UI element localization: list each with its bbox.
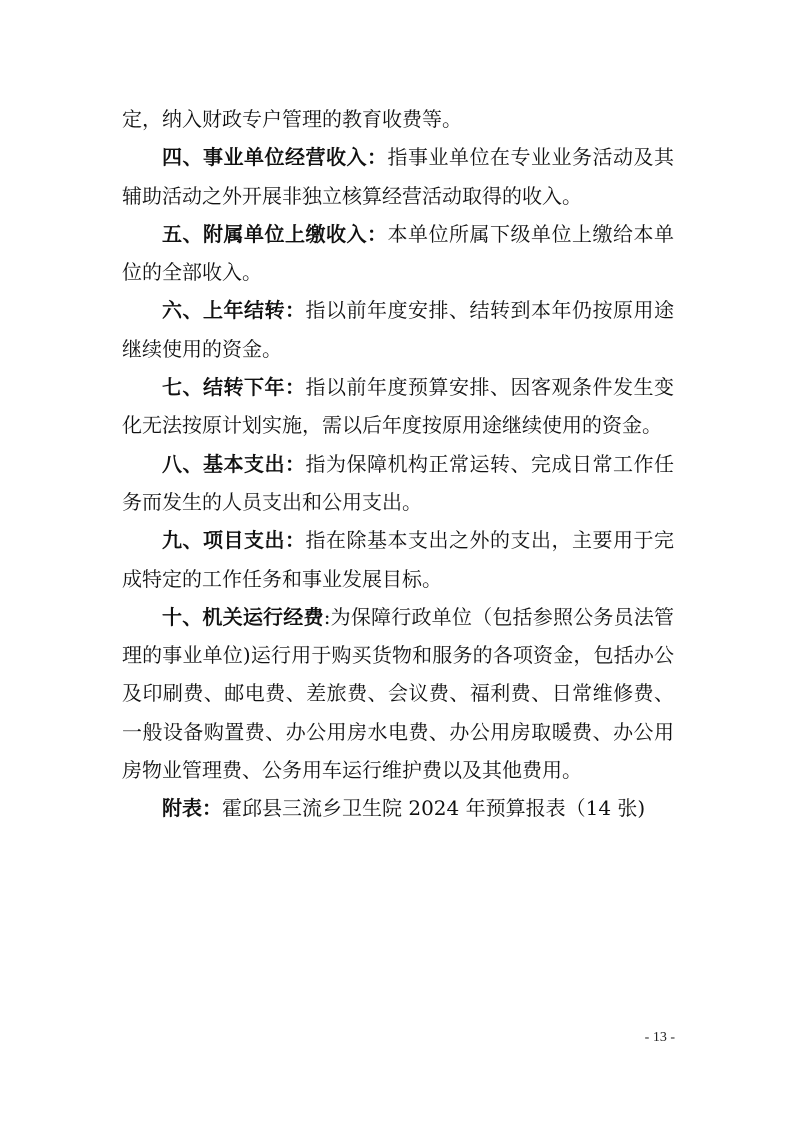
paragraph-text: 定，纳入财政专户管理的教育收费等。 [122, 107, 462, 131]
definition-term: 十、机关运行经费 [162, 604, 324, 629]
definition-text: 指以前年度安排、结转到本年仍按原用途继续使用的资金。 [122, 298, 674, 361]
definition-project-expenditure [122, 521, 674, 598]
definition-term: 五、附属单位上缴收入： [162, 221, 388, 246]
definition-subsidiary-income [122, 215, 674, 292]
definition-text: 本单位所属下级单位上缴给本单位的全部收入。 [122, 221, 674, 285]
definition-text: 指在除基本支出之外的支出，主要用于完成特定的工作任务和事业发展目标。 [122, 528, 674, 591]
definition-next-year-carryover [122, 368, 674, 445]
definition-term: 八、基本支出： [162, 451, 306, 476]
definition-text: 指事业单位在专业业务活动及其辅助活动之外开展非独立核算经营活动取得的收入。 [122, 145, 674, 208]
definition-basic-expenditure [122, 445, 674, 522]
definition-business-income [122, 138, 674, 215]
page-number: - 13 - [644, 1030, 675, 1045]
document-body [122, 100, 674, 828]
paragraph-continuation [122, 100, 674, 138]
appendix-text: 霍邱县三流乡卫生院 2024 年预算报表（14 张) [222, 796, 646, 821]
definition-term: 六、上年结转： [162, 298, 306, 323]
definition-term: 七、结转下年： [162, 375, 306, 400]
definition-text: 指为保障机构正常运转、完成日常工作任务而发生的人员支出和公用支出。 [122, 451, 674, 514]
definition-text: :为保障行政单位（包括参照公务员法管理的事业单位)运行用于购买货物和服务的各项资金，包括办公及印刷费、邮电费、差旅费、会议费、福利费、日常维修费、一般设备购置费、办公用房水电费、办公用房取暖费、办公用房物业管理费、公务用车运行维护费以及其他费用。 [122, 604, 674, 783]
appendix-note [122, 789, 674, 827]
definition-prior-year-carryover [122, 291, 674, 368]
definition-term: 四、事业单位经营收入： [162, 145, 388, 170]
definition-text: 指以前年度预算安排、因客观条件发生变化无法按原计划实施，需以后年度按原用途继续使用的资金。 [122, 375, 674, 438]
definition-term: 九、项目支出： [162, 528, 306, 553]
definition-operating-funds [122, 598, 674, 789]
appendix-label: 附表： [162, 796, 222, 821]
